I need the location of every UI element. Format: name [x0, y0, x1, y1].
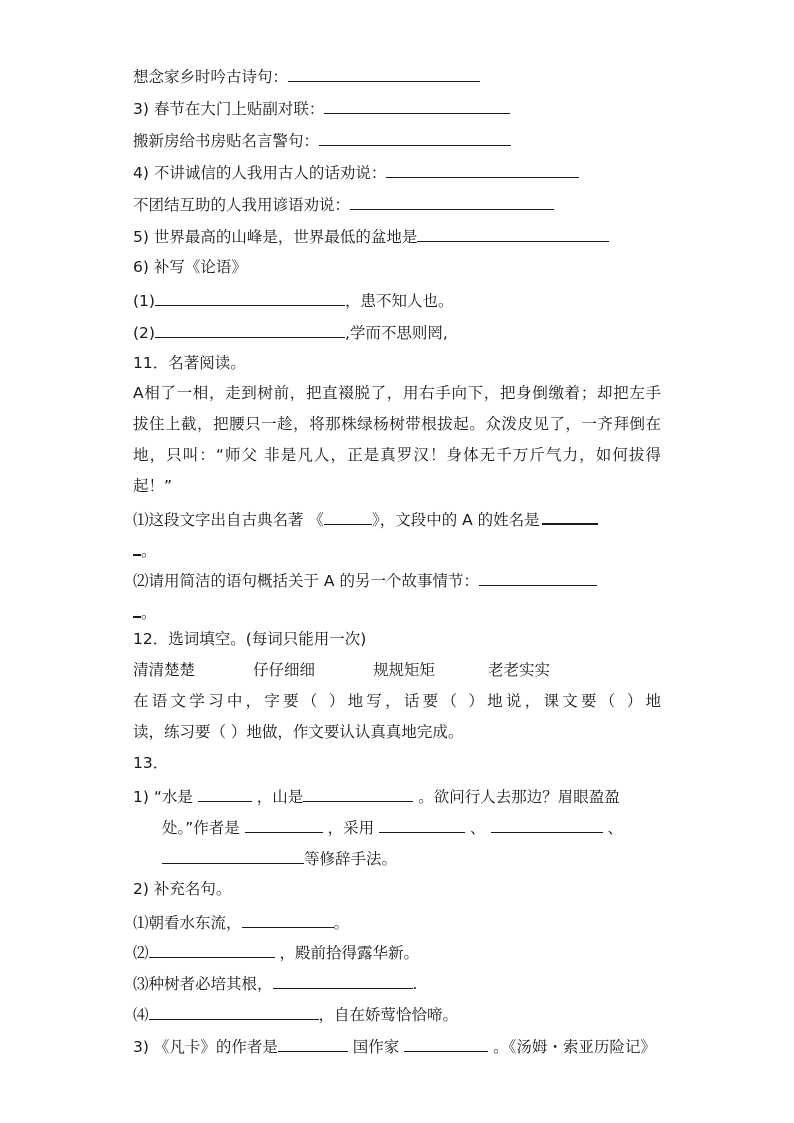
blank-author[interactable]	[278, 1034, 348, 1052]
fill-sentence-1: 在语文学习中，字要（ ）地写，话要（ ）地说，课文要（ ）地	[133, 692, 661, 710]
line-study-quote: 搬新房给书房贴名言警句：	[133, 128, 511, 152]
line-honesty: 4) 不讲诚信的人我用古人的话劝说：	[133, 160, 579, 184]
question-11-2: ⑵请用简洁的语句概括关于 A 的另一个故事情节：	[133, 568, 597, 592]
line-spring-couplet: 3) 春节在大门上贴副对联：	[133, 96, 510, 120]
q13-2-title: 2) 补充名句。	[133, 880, 232, 898]
word-option: 清清楚楚	[133, 661, 196, 679]
word-bank	[133, 659, 550, 681]
q13-1-line-1: 1) “水是 ，山是 。欲问行人去那边？眉眼盈盈	[133, 784, 620, 808]
question-12-title: 12．选词填空。(每词只能用一次)	[133, 630, 367, 648]
word-option: 仔仔细细	[253, 661, 316, 679]
blank-a-name-cont[interactable]	[133, 537, 141, 556]
blank[interactable]	[155, 288, 345, 306]
question-11-2-end: 。	[133, 599, 157, 624]
passage-line-1: A相了一相，走到树前，把直裰脱了，用右手向下，把身倒缴着；却把左手	[133, 384, 661, 402]
blank[interactable]	[350, 192, 554, 210]
blank-author[interactable]	[245, 815, 323, 833]
blank-a-name[interactable]	[542, 506, 598, 525]
question-13-title: 13．	[133, 754, 169, 772]
blank-rhetoric[interactable]	[162, 846, 304, 864]
blank-book-title[interactable]	[324, 507, 372, 525]
line-teamwork: 不团结互助的人我用谚语劝说：	[133, 192, 554, 216]
blank[interactable]	[288, 64, 480, 82]
q13-2-4: ⑷ ，自在娇莺恰恰啼。	[133, 1002, 458, 1026]
line-homesick-poem: 想念家乡时吟古诗句：	[133, 64, 480, 88]
q13-2-2: ⑵ ，殿前拾得露华新。	[133, 940, 419, 964]
line-analects-heading: 6) 补写《论语》	[133, 258, 247, 276]
blank-writer[interactable]	[404, 1034, 488, 1052]
blank[interactable]	[303, 784, 413, 802]
blank-story-cont[interactable]	[133, 599, 141, 618]
q13-1-line-3: 等修辞手法。	[162, 846, 397, 870]
blank[interactable]	[198, 784, 252, 802]
question-11-title: 11．名著阅读。	[133, 354, 246, 372]
blank[interactable]	[155, 320, 345, 338]
fill-sentence-2: 读，练习要（ ）地做，作文要认认真真地完成。	[133, 723, 464, 741]
question-11-1-end: 。	[133, 537, 157, 562]
word-option: 老老实实	[488, 661, 551, 679]
blank[interactable]	[324, 96, 510, 114]
question-11-1: ⑴这段文字出自古典名著 《 》，文段中的 A 的姓名是	[133, 506, 598, 531]
line-analects-1: (1) ，患不知人也。	[133, 288, 453, 312]
q13-2-1: ⑴朝看水东流， 。	[133, 910, 349, 934]
line-mountain-basin: 5) 世界最高的山峰是，世界最低的盆地是	[133, 224, 609, 248]
q13-3: 3) 《凡卡》的作者是 国作家 。《汤姆・索亚历险记》	[133, 1034, 656, 1058]
passage-line-2: 拔住上截，把腰只一趁，将那株绿杨树带根拔起。众泼皮见了，一齐拜倒在	[133, 415, 661, 433]
word-option: 规规矩矩	[373, 661, 436, 679]
blank-story[interactable]	[479, 568, 597, 586]
blank[interactable]	[242, 910, 334, 928]
blank[interactable]	[273, 971, 413, 989]
blank[interactable]	[386, 160, 579, 178]
blank-rhetoric[interactable]	[491, 815, 603, 833]
blank[interactable]	[149, 940, 275, 958]
passage-line-3: 地，只叫：“师父 非是凡人，正是真罗汉！身体无千万斤气力，如何拔得	[133, 446, 661, 464]
blank-rhetoric[interactable]	[379, 815, 465, 833]
q13-1-line-2: 处。”作者是 ，采用 、 、	[162, 815, 623, 839]
blank[interactable]	[417, 224, 609, 242]
blank[interactable]	[149, 1002, 319, 1020]
q13-2-3: ⑶种树者必培其根， .	[133, 971, 417, 995]
line-analects-2: (2) ,学而不思则罔,	[133, 320, 448, 344]
blank[interactable]	[319, 128, 511, 146]
passage-line-4: 起！”	[133, 477, 173, 495]
